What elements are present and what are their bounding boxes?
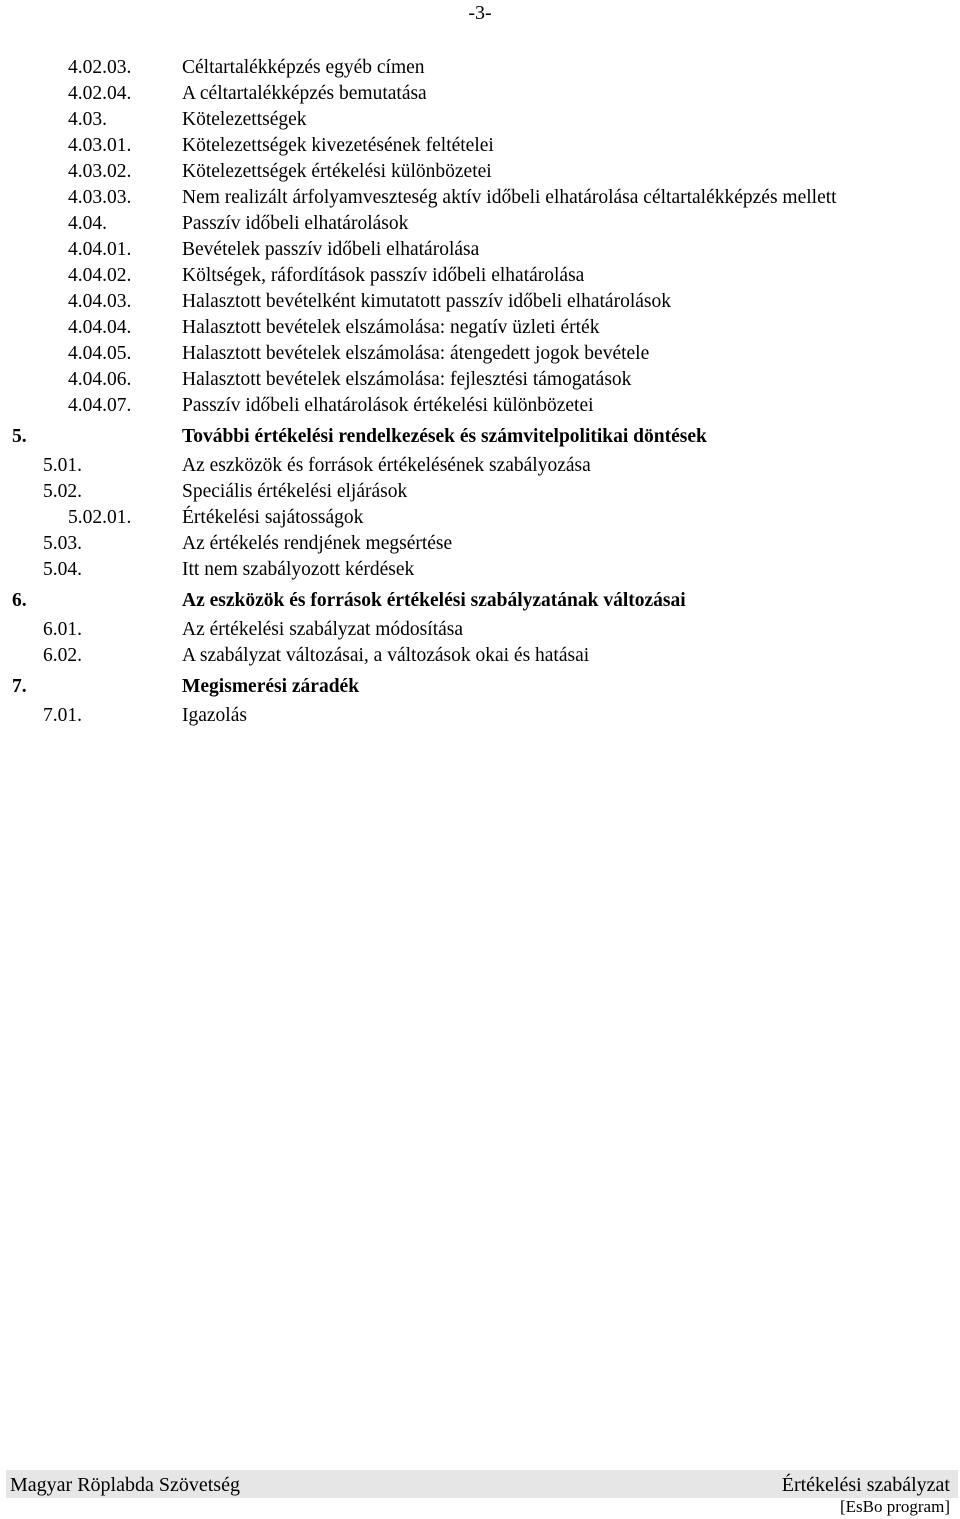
toc-title: Nem realizált árfolyamveszteség aktív időbeli elhatárolása céltartalékképzés mellett [182,187,837,208]
toc-number: 4.03.02. [68,161,132,182]
toc-title: Az eszközök és források értékelési szabályzatának változásai [182,590,686,611]
toc-entry [0,531,960,557]
toc-number: 4.04.06. [68,369,132,390]
toc-entry [0,211,960,237]
toc-number: 6. [12,590,27,611]
toc-number: 5.01. [43,455,82,476]
toc-number: 7. [12,676,27,697]
toc-number: 4.04.02. [68,265,132,286]
toc-title: Halasztott bevételként kimutatott passzív időbeli elhatárolások [182,291,671,312]
toc-entry [0,617,960,643]
toc-entry [0,479,960,505]
toc-title: Az értékelési szabályzat módosítása [182,619,464,640]
toc-title: Passzív időbeli elhatárolások [182,213,409,234]
toc-chapter [0,585,960,617]
toc-number: 4.04.01. [68,239,132,260]
toc-title: Kötelezettségek értékelési különbözetei [182,161,492,182]
toc-entry [0,133,960,159]
toc-entry [0,557,960,583]
toc-number: 4.03.01. [68,135,132,156]
toc-entry [0,315,960,341]
toc-entry [0,643,960,669]
toc-number: 6.01. [43,619,82,640]
toc-entry [0,185,960,211]
toc-number: 7.01. [43,705,82,726]
toc-number: 6.02. [43,645,82,666]
toc-number: 4.04.05. [68,343,132,364]
toc-title: Halasztott bevételek elszámolása: átengedett jogok bevétele [182,343,650,364]
toc-title: Speciális értékelési eljárások [182,481,408,502]
toc-entry [0,107,960,133]
toc-number: 4.04. [68,213,107,234]
toc-entry [0,159,960,185]
toc-title: Kötelezettségek kivezetésének feltételei [182,135,494,156]
toc-title: Értékelési sajátosságok [182,507,364,528]
toc-title: További értékelési rendelkezések és számvitelpolitikai döntések [182,426,707,447]
toc-entry [0,505,960,531]
toc-chapter [0,421,960,453]
page-number: -3- [468,2,492,24]
toc-entry [0,393,960,419]
toc-title: Megismerési záradék [182,676,360,697]
table-of-contents [0,55,960,729]
toc-title: Céltartalékképzés egyéb címen [182,57,425,78]
toc-number: 4.04.03. [68,291,132,312]
toc-entry [0,81,960,107]
toc-number: 4.04.07. [68,395,132,416]
toc-title: Passzív időbeli elhatárolások értékelési különbözetei [182,395,594,416]
toc-entry [0,55,960,81]
toc-entry [0,367,960,393]
toc-number: 5.03. [43,533,82,554]
footer-document-title: Értékelési szabályzat [781,1474,950,1496]
footer-program-label: [EsBo program] [839,1497,950,1516]
toc-chapter [0,671,960,703]
toc-title: Az eszközök és források értékelésének szabályozása [182,455,591,476]
toc-number: 5.02.01. [68,507,132,528]
toc-entry [0,703,960,729]
toc-title: A szabályzat változásai, a változások okai és hatásai [182,645,590,666]
toc-number: 5. [12,426,27,447]
toc-number: 5.02. [43,481,82,502]
toc-entry [0,289,960,315]
toc-title: Az értékelés rendjének megsértése [182,533,453,554]
toc-number: 4.03.03. [68,187,132,208]
footer-organization: Magyar Röplabda Szövetség [10,1474,240,1496]
toc-title: Halasztott bevételek elszámolása: negatív üzleti érték [182,317,600,338]
toc-title: Halasztott bevételek elszámolása: fejlesztési támogatások [182,369,632,390]
toc-title: Igazolás [182,705,247,726]
toc-title: Itt nem szabályozott kérdések [182,559,415,580]
toc-number: 4.02.04. [68,83,132,104]
toc-number: 4.03. [68,109,107,130]
toc-entry [0,237,960,263]
toc-number: 4.02.03. [68,57,132,78]
toc-entry [0,453,960,479]
toc-title: Költségek, ráfordítások passzív időbeli elhatárolása [182,265,585,286]
toc-title: Kötelezettségek [182,109,307,130]
toc-title: A céltartalékképzés bemutatása [182,83,427,104]
toc-title: Bevételek passzív időbeli elhatárolása [182,239,480,260]
toc-entry [0,341,960,367]
toc-number: 5.04. [43,559,82,580]
toc-number: 4.04.04. [68,317,132,338]
toc-entry [0,263,960,289]
